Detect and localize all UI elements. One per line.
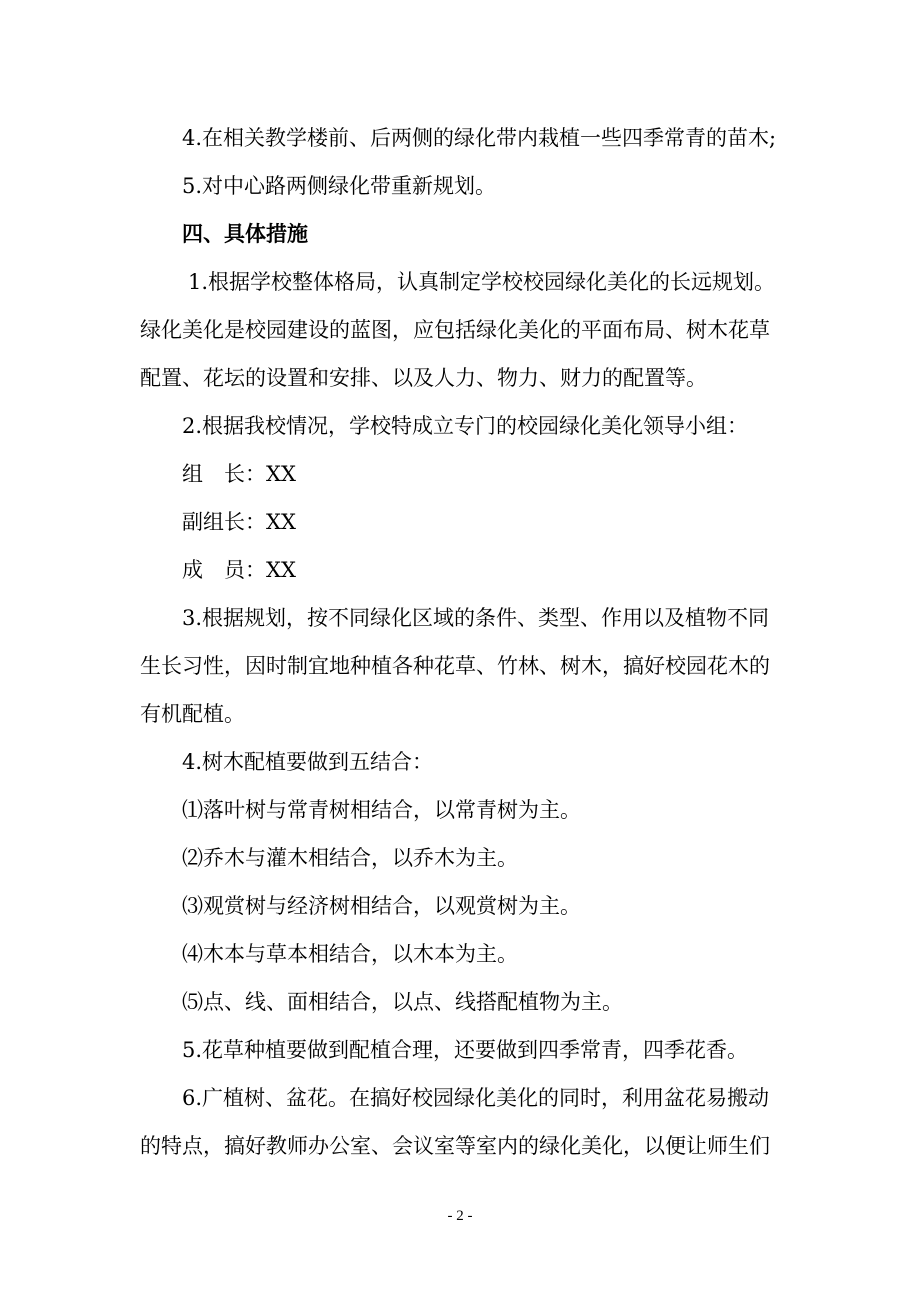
item-5-central-road: 5.对中心路两侧绿化带重新规划。 xyxy=(182,174,497,198)
group-leader: 组 长：XX xyxy=(182,462,296,486)
combination-2: ⑵乔木与灌木相结合，以乔木为主。 xyxy=(182,846,518,870)
combination-4: ⑷木本与草本相结合，以木本为主。 xyxy=(182,942,518,966)
measure-6-line-2: 的特点，搞好教师办公室、会议室等室内的绿化美化，以便让师生们 xyxy=(140,1134,770,1158)
group-deputy-leader: 副组长：XX xyxy=(182,510,296,534)
measure-4-line-1: 4.树木配植要做到五结合： xyxy=(182,750,434,774)
measure-1-line-1: 1.根据学校整体格局，认真制定学校校园绿化美化的长远规划。 xyxy=(188,270,776,294)
measure-2-line-1: 2.根据我校情况，学校特成立专门的校园绿化美化领导小组： xyxy=(182,414,749,438)
item-4-planting-evergreen: 4.在相关教学楼前、后两侧的绿化带内栽植一些四季常青的苗木; xyxy=(182,126,777,150)
measure-3-line-2: 生长习性，因时制宜地种植各种花草、竹林、树木，搞好校园花木的 xyxy=(140,654,770,678)
measure-1-line-3: 配置、花坛的设置和安排、以及人力、物力、财力的配置等。 xyxy=(140,366,707,390)
measure-1-line-2: 绿化美化是校园建设的蓝图，应包括绿化美化的平面布局、树木花草 xyxy=(140,318,770,342)
measure-5-line-1: 5.花草种植要做到配植合理，还要做到四季常青，四季花香。 xyxy=(182,1038,749,1062)
measure-6-line-1: 6.广植树、盆花。在搞好校园绿化美化的同时，利用盆花易搬动 xyxy=(182,1086,770,1110)
group-members: 成 员：XX xyxy=(182,558,296,582)
combination-1: ⑴落叶树与常青树相结合，以常青树为主。 xyxy=(182,798,581,822)
measure-3-line-1: 3.根据规划，按不同绿化区域的条件、类型、作用以及植物不同 xyxy=(182,606,770,630)
page-number: - 2 - xyxy=(447,1208,473,1224)
section-heading-measures: 四、具体措施 xyxy=(182,222,308,246)
combination-5: ⑸点、线、面相结合，以点、线搭配植物为主。 xyxy=(182,990,623,1014)
combination-3: ⑶观赏树与经济树相结合，以观赏树为主。 xyxy=(182,894,581,918)
measure-3-line-3: 有机配植。 xyxy=(140,702,245,726)
